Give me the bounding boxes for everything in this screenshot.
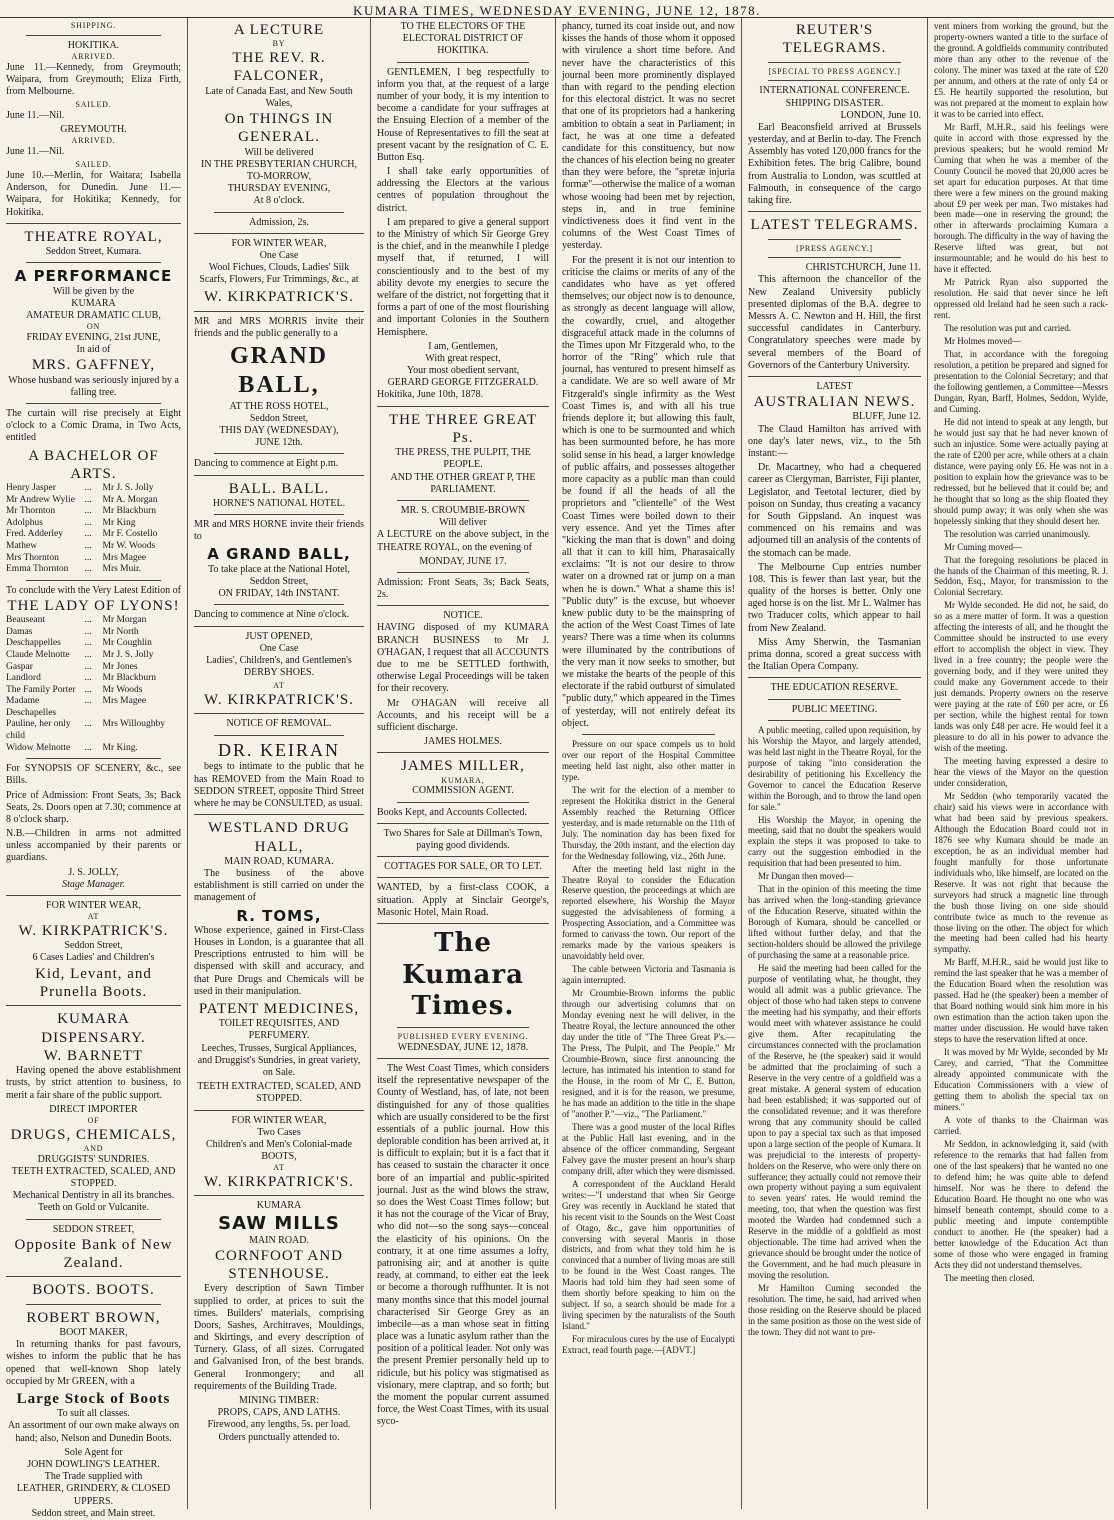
newspaper-nameplate: The Kumara Times. — [402, 927, 524, 1022]
curtain-text: The curtain will rise precisely at Eight o'clock to a Comic Drama, in Two Acts, entitled — [6, 407, 181, 444]
actor-name: Mr W. Woods — [102, 541, 156, 551]
role-name: Beauseant — [6, 615, 46, 626]
barnett-name: W. BARNETT — [43, 1047, 144, 1064]
keiran-name: DR. KEIRAN — [218, 739, 340, 760]
actor-name: Mrs Magee — [102, 696, 147, 707]
kid-boots-line: Kid, Levant, and Prunella Boots. — [35, 965, 152, 1000]
lecturer-origin: Late of Canada East, and New South Wales, — [205, 85, 353, 109]
dispensary-text: Having opened the above establishment trusts, by strict attention to business, to merit a fair share of the public support. — [6, 1065, 181, 1101]
address-line: Seddon street, and Main street. — [31, 1507, 156, 1519]
report-text: Mr Dungan then moved— — [758, 871, 854, 882]
cast-row — [6, 553, 181, 565]
cast-row — [6, 615, 181, 627]
saw-text: Every description of Sawn Timber supplied to order, at prices to suit the times. Builders' materials, comprising Doors, Sashes, Architraves, Mouldings, and Skirtings, and every description of Turnery. Glass, of all sizes. Corrugated and Galvanised Iron, of the best brands. General Ironmongery; and all requirements of the Building Trade. — [194, 1283, 364, 1392]
line: THIS DAY (WEDNESDAY), — [219, 425, 339, 437]
sailed-label: SAILED. — [75, 160, 112, 170]
dateline: Hokitika, June 10th, 1878. — [377, 389, 484, 401]
news-item: Pressure on our space compels us to hold over our report of the Hospital Committee meeting held last night, also other matter in type. — [562, 738, 735, 782]
column-6 — [928, 18, 1114, 1509]
notice-text: HAVING disposed of my KUMARA BRANCH BUSINESS to Mr J. O'HAGAN, I request that all ACCOUNTS due to me be SETTLED forthwith, otherwise Legal Proceedings will be taken for their recovery. — [377, 622, 549, 695]
editorial-continued: phancy, turned its coat inside out, and now kisses the hands of those whom it opposed with virulence a short time before. And never have the characteristics of this journal been more prominently displayed than with regard to the pending election for this electoral district. It was no secret that one of its proprietors had a hankering ambition to obtain a seat in Parliament; in fact, he was at one time a defeated candidate for this constituency, but now the chances of his election being no greater than they were before, the "spretæ injuria formæ"—otherwise the malice of a woman whose wooing had been met by rejection, steps in, and in true feminine vindictiveness does it find vent in the columns of the West Coast Times of yesterday. — [562, 21, 735, 252]
report-text: Mr Seddon, in acknowledging it, said (with reference to the remarks that had fallen from one of the last speakers) that he wanted no one to defend him; he was quite able to defend himself. Nor was he there to defend the Education Board. He thought no one who was himself beneath contempt, should come to a public meeting and impute contemptible conduct to another. He (the speaker) had a better knowledge of the Education Act than some of those who were engaged in framing Acts they did not understand themselves. — [934, 1138, 1108, 1270]
drug-hall-heading: WESTLAND DRUG HALL, — [208, 820, 350, 855]
dentistry-line: Mechanical Dentistry in all its branches. Teeth on Gold or Vulcanite. — [12, 1190, 175, 1214]
ball-heading: BALL. BALL. — [228, 480, 330, 497]
morris-invite: MR and MRS MORRIS invite their friends and the public generally to a — [194, 315, 364, 339]
issue-date: WEDNESDAY, JUNE 12, 1878. — [397, 1041, 529, 1053]
nb-note: N.B.—Children in arms not admitted unless accompanied by their parents or guardians. — [6, 828, 181, 864]
report-text: A public meeting, called upon requisition, by his Worship the Mayor, and largely attended, was held last night in the Theatre Royal, for the purpose of taking "into consideration the desirability of petitioning his Excellency the Governor to cancel the Education Reserve within the Borough, and to throw the land open for sale." — [748, 724, 921, 812]
line: LATEST — [816, 380, 853, 392]
perf-line: Whose husband was seriously injured by a falling tree. — [8, 374, 179, 398]
telegram-text: This afternoon the chancellor of the New Zealand University publicly presented diplomas of the B.A. degree to Messrs A. C. Newton and H. Hill, the first successful candidates in Canterbury. Congratulatory speeches were made by several members of the Board of Governors of the Canterbury University. — [748, 274, 921, 371]
kirkpatrick-name: W. KIRKPATRICK'S. — [204, 1174, 354, 1191]
letter-paragraph: I am prepared to give a general support to the Ministry of which Sir George Grey is the chief, and in the meanwhile I pledge myself that, if returned, I will conscientiously and to the best of my ability devote my energies to secure the welfare of the district, not forgetting that it forms a part of one of the most flourishing and important Colonies in the Southern Hemisphere. — [377, 216, 549, 338]
actor-name: Mr Jones — [102, 661, 138, 672]
cast-row — [6, 662, 181, 674]
line: Your most obedient servant, — [406, 365, 520, 377]
line: PUBLISHED EVERY EVENING. — [397, 1032, 529, 1042]
actor-name: Mrs Muir. — [102, 564, 142, 575]
telegram-text: Earl Beaconsfield arrived at Brussels yesterday, and at Berlin to-day. The French Assembly has voted 120,000 francs for the Exhibition fetes. The brig Calibre, bound from Australia to London, was scuttled at Falmouth, in consequence of the cargo taking fire. — [748, 121, 921, 207]
line: BOOTS, — [261, 1151, 297, 1163]
actor-name: Mr Blackburn — [102, 673, 157, 684]
derby-line: Ladies', Children's, and Gentlemen's DERBY SHOES. — [206, 654, 352, 679]
line: At 8 o'clock. — [253, 195, 305, 207]
actor-name: Mr King — [102, 517, 136, 528]
arrived-label: ARRIVED. — [71, 51, 116, 61]
leather-line: LEATHER, GRINDERY, & CLOSED UPPERS. — [16, 1483, 171, 1507]
report-text: The meeting then closed. — [944, 1272, 1035, 1283]
perf-line: In aid of — [76, 344, 111, 356]
line: One Case — [259, 249, 299, 261]
line: KUMARA, — [441, 775, 485, 785]
lecturer-name: MR. S. CROUMBIE-BROWN — [400, 504, 526, 516]
dots: ... — [84, 742, 92, 753]
at-label: AT — [273, 1163, 285, 1173]
line: MINING TIMBER: — [238, 1395, 320, 1406]
cottages-line: COTTAGES FOR SALE, OR TO LET. — [384, 861, 542, 873]
wanted-ad: WANTED, by a first-class COOK, a situation. Apply at Sinclair George's, Masonic Hotel, Main Road. — [377, 882, 549, 918]
hokitika-arrivals: June 11.—Kennedy, from Greymouth; Waipara, from Greymouth; Eliza Firth, from Melbourne. — [6, 61, 181, 98]
line: MONDAY, JUNE 17. — [419, 555, 507, 567]
address-line: MAIN ROAD, KUMARA. — [224, 855, 334, 867]
cast-row — [6, 719, 181, 742]
report-text: The meeting having expressed a desire to hear the views of the Mayor on the question under consideration, — [934, 755, 1108, 788]
role-name: Pauline, her only child — [6, 719, 71, 741]
dowling-line: JOHN DOWLING'S LEATHER. — [27, 1458, 160, 1470]
line: Books Kept, and Accounts Collected. — [377, 806, 527, 818]
role-name: Emma Thornton — [6, 564, 69, 575]
grand-ball-heading: GRAND BALL, — [230, 343, 328, 399]
agent-line: Sole Agent for — [64, 1446, 123, 1458]
role-name: Gaspar — [6, 661, 33, 672]
line: With great respect, — [425, 352, 501, 364]
role-name: Claude Melnotte — [6, 649, 70, 660]
dots: ... — [84, 626, 92, 637]
report-text: Mr Hamilton Cuming seconded the resolution. The time, he said, had arrived when those residing on the Reserve should be placed in the same position as those on the west side of the town. They did not want to pre- — [748, 1283, 921, 1338]
actor-name: Mrs Magee — [102, 552, 147, 563]
cast-row — [6, 650, 181, 662]
notice-text: Mr O'HAGAN will receive all Accounts, and his receipt will be a sufficient discharge. — [377, 697, 549, 733]
line: Will be delivered — [244, 146, 314, 158]
column-1 — [0, 18, 188, 1519]
sundries-line: DRUGGISTS' SUNDRIES. — [37, 1153, 150, 1165]
news-item: A correspondent of the Auckland Herald writes:—"I understand that when Sir George Grey was recently in Auckland he stated that his recent visit to the Sounds on the West Coast of Otago, &c., gave him opportunities of conversing with several Maoris in those districts, and from what they told him he is convinced that a number of living moas are still to be found in the West Coast ranges. The Maoris had told him they had seen some of them shortly before speaking to him on the subject. If so, a search should be made for a living specimen by the naturalists of the South Island." — [562, 1178, 735, 1332]
dots: ... — [84, 552, 92, 563]
report-text: Mr Seddon (who temporarily vacated the chair) said his views were in accordance with what had been said by previous speakers. Although the Education Board could not in 1876 see why Kumara should be made an exception, he as an individual member had fought manfully for those unfortunate individuals who, like himself, are located on the Reserve. It was not right that because the surveyors had struck a magnetic line through the bush those living on one side should contribute twice as much to the revenue as those living on the other. The object for which the meeting had been called had his hearty sympathy. — [934, 790, 1108, 955]
role-name: Mrs Thornton — [6, 552, 59, 563]
report-text: He did not intend to speak at any length, but he would just say that he had never known of such an injustice. Some were actually paying at the rate of £200 per acre, while others at a chain distance, were paying only £6. He was not in a position to explain how the grievance was to be redressed, but he believed that it could be; and he thought that so long as the ship floated they should pump away; it was only when she was hopelessly sinking that they should desert her. — [934, 416, 1108, 526]
saw-mills-heading: SAW MILLS — [218, 1212, 340, 1234]
performance-heading: A PERFORMANCE — [14, 267, 173, 286]
dots: ... — [84, 649, 92, 660]
teeth-line: TEETH EXTRACTED, SCALED, AND STOPPED. — [11, 1165, 176, 1190]
dancing-line: Dancing to commence at Eight p.m. — [194, 458, 339, 470]
three-ps-heading: THE THREE GREAT Ps. — [388, 411, 538, 446]
line: AND THE OTHER GREAT P, THE PARLIAMENT. — [390, 471, 536, 495]
line: TOILET REQUISITES, AND PERFUMERY. — [218, 1018, 340, 1042]
line: Two Cases — [257, 1126, 301, 1138]
dots: ... — [84, 719, 92, 730]
line: MAIN ROAD. — [249, 1234, 309, 1246]
signature-name: JAMES HOLMES. — [424, 736, 502, 748]
venue-line: IN THE PRESBYTERIAN CHURCH, — [201, 158, 357, 170]
drugs-heading: DRUGS, CHEMICALS, — [10, 1126, 177, 1143]
manager-name: J. S. JOLLY, — [68, 866, 119, 878]
role-name: Landlord — [6, 673, 41, 684]
report-text: The resolution was carried unanimously. — [944, 528, 1091, 539]
actor-name: Mr J. S. Jolly — [102, 483, 154, 494]
role-name: Fred. Adderley — [6, 529, 63, 540]
importer-line: DIRECT IMPORTER — [49, 1103, 138, 1115]
line: One Case — [259, 642, 299, 654]
dateline: BLUFF, June 12. — [852, 411, 921, 423]
report-text: That the foregoing resolutions be placed in the hands of the Chairman of this meeting, R. J. Seddon, Esq., Mayor, for transmission to the Colonial Secretary. — [934, 554, 1108, 598]
column-5 — [742, 18, 928, 1509]
dateline: LONDON, June 10. — [840, 109, 921, 121]
perf-line: AMATEUR DRAMATIC CLUB, — [26, 309, 161, 321]
report-text: Mr Patrick Ryan also supported the resolution. He said that never since he left oppressed old Ireland had he seen such a rack-rent. — [934, 277, 1108, 321]
dots: ... — [84, 517, 92, 528]
column-3 — [371, 18, 556, 1509]
robert-text: In returning thanks for past favours, wishes to inform the public that he has opened that well-known Shop lately occupied by Mr GREEN, with a — [6, 1339, 181, 1387]
cast-row — [6, 541, 181, 553]
shares-line: Two Shares for Sale at Dillman's Town, paying good dividends. — [383, 827, 543, 851]
dots: ... — [84, 638, 92, 649]
actor-name: Mrs Willoughby — [102, 719, 166, 730]
bootmaker-title: BOOT MAKER, — [59, 1326, 128, 1338]
cast-row — [6, 495, 181, 507]
news-text: The Melbourne Cup entries number 108. This is fewer than last year, but the quality of the horses is better. Only one aged horse is on the list. Mr L. Walmer has two Traducer colts, which appear to hail from New Zealand. — [748, 561, 921, 634]
line: ON FRIDAY, 14th INSTANT. — [218, 588, 340, 600]
report-text: Mr Barff, M.H.R., said he would just like to remind the last speaker that he was a member of the Education Board when the resolution was passed. Had he (the speaker) been a member of that Board nothing would sink him more in his own estimation than the action taken upon the matter under discussion. He would have taken steps to have the reservation lifted at once. — [934, 957, 1108, 1045]
perf-line: KUMARA — [71, 297, 116, 309]
kirkpatrick-name: W. KIRKPATRICK'S. — [18, 922, 169, 939]
report-text: That in the opinion of this meeting the time has arrived when the long-standing grievance of the Education Reserve, situated within the Borough of Kumara, should be cancelled or lifted without further delay, and that the section-holders should be allowed the privilege of purchasing the same at a reasonable price. — [748, 884, 921, 961]
of-label: OF — [87, 1115, 100, 1125]
cast-row — [6, 743, 181, 755]
removal-heading: NOTICE OF REMOVAL. — [226, 718, 332, 730]
line: THE PRESS, THE PULPIT, THE PEOPLE. — [395, 447, 531, 471]
just-opened: JUST OPENED, — [245, 630, 313, 642]
news-item: The cable between Victoria and Tasmania is again interrupted. — [562, 964, 735, 986]
news-item: After the meeting held last night in the Theatre Royal to consider the Education Reserve question, the proceedings at which are reported elsewhere, his Worship the Mayor suggested the advisableness of forming a Prospecting Association, and a Committee was formed to canvass the town. Our report of the remarks made by the various speakers is unavoidably held over. — [562, 863, 735, 962]
perf-line: Will be given by the — [52, 285, 135, 297]
line: TO-MORROW, — [246, 170, 312, 182]
dots: ... — [84, 529, 92, 540]
hotel-line: HORNE'S NATIONAL HOTEL. — [212, 497, 346, 509]
kumara-line: KUMARA — [256, 1200, 302, 1212]
miller-name: JAMES MILLER, — [401, 758, 525, 775]
opposite-bank: Opposite Bank of New Zealand. — [14, 1236, 173, 1272]
suit-line: To suit all classes. — [57, 1408, 130, 1420]
line: JUNE 12th. — [255, 437, 303, 449]
hokitika-sailed: June 11.—Nil. — [6, 110, 65, 121]
role-name: Mathew — [6, 541, 38, 551]
synopsis-note: For SYNOPSIS OF SCENERY, &c., see Bills. — [6, 763, 181, 787]
line: Firewood, any lengths, 5s. per load. — [207, 1419, 351, 1431]
role-name: Henry Jasper — [6, 483, 56, 494]
admission-prices: Price of Admission: Front Seats, 3s; Back Seats, 2s. Doors open at 7.30; commence at 8 o'clock sharp. — [6, 789, 181, 825]
masthead: KUMARA TIMES, WEDNESDAY EVENING, JUNE 12, 1878. — [0, 0, 1114, 18]
kirkpatrick-name: W. KIRKPATRICK'S. — [204, 692, 354, 709]
report-text: The resolution was put and carried. — [944, 323, 1071, 334]
horne-invite: MR and MRS HORNE invite their friends to — [194, 519, 364, 543]
report-text: It was moved by Mr Wylde, seconded by Mr Carey, and carried, "That the Committee already appointed communicate with the Education Commissioners with a view of getting them to abolish the special tax on miners." — [934, 1047, 1108, 1112]
news-item: The writ for the election of a member to represent the Hokitika district in the General Assembly reached the Returning Officer yesterday, and is made returnable on the 11th of July. The nomination day has been fixed for Thursday, the 20th instant, and the election day for the Wednesday following, viz., 26th June. — [562, 784, 735, 861]
report-text: Mr Barff, M.H.R., said his feelings were quite in accord with those expressed by the previous speakers; but he would remind Mr Cuming that when he was a member of the County Council he moved that 20,000 acres be set apart for education purposes. At that time there were a few miners on the ground making about £9 per week per man. Two mistakes had been made—one in reserving the ground; the other in afterwards proclaiming Kumara a borough. The difficulty in the way of having the Reserve lifted was great, but not insurmountable; and he would do his best to have it effected. — [934, 121, 1108, 275]
address-line: Seddon Street, — [64, 940, 123, 952]
boots-heading: BOOTS. BOOTS. — [32, 1282, 155, 1299]
sailed-label: SAILED. — [75, 100, 112, 110]
role-name: Widow Melnotte — [6, 742, 71, 753]
line: Will deliver — [439, 517, 487, 529]
cast-row — [6, 696, 181, 719]
line: [PRESS AGENCY.] — [796, 243, 873, 253]
role-name: Mr Andrew Wylie — [6, 494, 75, 505]
cases-line: 6 Cases Ladies' and Children's — [32, 952, 155, 964]
theatre-royal-heading: THEATRE ROYAL, — [24, 228, 163, 245]
cast-row — [6, 564, 181, 576]
news-item: For miraculous cures by the use of Eucalypti Extract, read fourth page.—[ADVT.] — [562, 1334, 735, 1356]
news-text: Dr. Macartney, who had a chequered career as Clergyman, Barrister, Fiji planter, Legislator, and Teetotal lecturer, died by poison on Sunday, thus creating a vacancy for South Gippsland. An inquest was commenced on his remains and was adjourned till an analysis of the contents of the stomach can be made. — [748, 462, 921, 559]
cast-row — [6, 529, 181, 541]
column-2 — [188, 18, 371, 1509]
robert-brown-name: ROBERT BROWN, — [26, 1309, 161, 1326]
line: PUBLIC MEETING. — [791, 703, 878, 715]
dots: ... — [84, 615, 92, 626]
wool-line: Wool Fichues, Clouds, Ladies' Silk Scarfs, Flowers, Fur Trimmings, &c., at — [199, 262, 359, 286]
seddon-street: SEDDON STREET, — [52, 1223, 135, 1235]
actor-name: Mr King. — [102, 742, 138, 753]
dots: ... — [84, 506, 92, 517]
signature-name: GERARD GEORGE FITZGERALD. — [387, 377, 539, 389]
greymouth-arrivals: June 11.—Nil. — [6, 146, 65, 158]
news-text: Miss Amy Sherwin, the Tasmanian prima donna, scored a great success with the Italian Opera Company. — [748, 636, 921, 673]
dots: ... — [84, 541, 92, 551]
actor-name: Mr Coughlin — [102, 638, 152, 649]
role-name: Damas — [6, 626, 33, 637]
cornfoot-heading: CORNFOOT AND STENHOUSE. — [215, 1247, 343, 1283]
actor-name: Mr J. S. Jolly — [102, 649, 154, 660]
beneficiary-name: MRS. GAFFNEY, — [31, 357, 156, 374]
dots: ... — [84, 483, 92, 494]
cast-list-2 — [6, 615, 181, 754]
cast-row — [6, 627, 181, 639]
report-text: Mr Holmes moved— — [944, 336, 1021, 347]
dots: ... — [84, 684, 92, 695]
and-label: AND — [83, 1143, 104, 1153]
arrived-label: ARRIVED. — [71, 136, 116, 146]
keiran-text: begs to intimate to the public that he has REMOVED from the Main Road to SEDDON STREET, opposite Third Street where he may be CONSULTED, as usual. — [194, 761, 364, 810]
line: Children's and Men's Colonial-made — [205, 1138, 353, 1150]
report-text: vent miners from working the ground, but the property-owners wanted a title to the surface of the ground. A goldfields community contributed more than any other to the revenue of the colony. The miner was taxed at the rate of £20 per annum, and others at the rate of only £4 or £5. He heartily supported the resolution, but was not prepared at the moment to explain how it was to be carried into effect. — [934, 21, 1108, 119]
line: COMMISSION AGENT. — [412, 785, 514, 797]
report-text: He said the meeting had been called for the purpose of ventilating what, he thought, they would all admit was a public grievance. The object of those who had taken steps to convene the meeting had his sympathy, and their efforts would meet with whatever assistance he could give them. After recapitulating the circumstances connected with the proclamation of the Reserve, he (the speaker) said it would be admitted that the proclaiming of such a Reserve in the very centre of a goldfield was a great mistake. A general system of education had been established; it was supported out of the consolidated revenue; and it was therefore wrong that any community should be called upon to pay a special tax such as that imposed upon a large section of the people of Kumara. It was prejudicial to the interests of property-holders on the Reserve, who were only there on sufferance; they actually could not remove their own property without paying a sum equivalent to seven years' rates. He would remind the meeting, too, that when the question was first mooted the Warden had condemned such a Reserve in the middle of a goldfield as most objectionable. The time had arrived when the grievance should be brought under the notice of the Government, and he had much pleasure in moving the resolution. — [748, 963, 921, 1281]
winter-wear-heading: FOR WINTER WEAR, — [46, 900, 141, 912]
leeches-line: Leeches, Trusses, Surgical Appliances, and Druggist's Sundries, in great variety, on Sale. — [197, 1042, 361, 1079]
australian-news-heading: AUSTRALIAN NEWS. — [753, 394, 916, 411]
at-label: AT — [87, 912, 100, 922]
toms-text: Whose experience, gained in First-Class Houses in London, is a guarantee that all Prescriptions entrusted to him will be dispensed with skill and accuracy, and that Pure Drugs and Chemicals will be used in their manipulation. — [194, 924, 364, 997]
admission-line: Admission: Front Seats, 3s; Back Seats, 2s. — [377, 576, 549, 601]
column-4 — [556, 18, 742, 1509]
line: Seddon Street, — [249, 412, 309, 424]
venue-line: AT THE ROSS HOTEL, — [229, 400, 329, 412]
electors-heading: TO THE ELECTORS OF THE ELECTORAL DISTRICT OF HOKITIKA. — [400, 21, 526, 57]
dots: ... — [84, 696, 92, 707]
actor-name: Mr Morgan — [102, 615, 147, 626]
grand-ball-heading-2: A GRAND BALL, — [207, 545, 351, 564]
large-stock: Large Stock of Boots — [16, 1390, 171, 1407]
report-text: A vote of thanks to the Chairman was carried. — [934, 1114, 1108, 1136]
role-name: The Family Porter — [6, 684, 76, 695]
line: I am, Gentlemen, — [428, 340, 498, 352]
dots: ... — [84, 661, 92, 672]
news-text: The Claud Hamilton has arrived with one day's later news, viz., to the 5th instant:— — [748, 423, 921, 459]
conclude-text: To conclude with the Very Latest Edition of — [6, 584, 181, 596]
manager-title: Stage Manager. — [62, 878, 125, 890]
drug-text: The business of the above establishment is still carried on under the management of — [194, 868, 364, 904]
latest-telegrams-heading: LATEST TELEGRAMS. — [750, 217, 919, 234]
lecture-title: On THINGS IN GENERAL. — [224, 111, 334, 146]
line: THURSDAY EVENING, — [227, 183, 331, 195]
role-name: Adolphus — [6, 517, 43, 528]
trade-line: The Trade supplied with — [44, 1471, 143, 1483]
perf-date: FRIDAY EVENING, 21st JUNE, — [26, 331, 161, 343]
dateline: CHRISTCHURCH, June 11. — [805, 262, 921, 274]
winter-wear-heading: FOR WINTER WEAR, — [231, 1114, 327, 1126]
role-name: Mr Thornton — [6, 506, 56, 517]
teeth-line: TEETH EXTRACTED, SCALED, AND STOPPED. — [197, 1081, 361, 1105]
toms-name: R. TOMS, — [236, 906, 322, 925]
education-heading: THE EDUCATION RESERVE. — [770, 682, 899, 694]
cast-row — [6, 506, 181, 518]
cast-row — [6, 518, 181, 530]
greymouth-heading: GREYMOUTH. — [60, 124, 127, 136]
shipping-heading: SHIPPING. — [70, 21, 117, 30]
dots: ... — [84, 494, 92, 505]
assortment-line: An assortment of our own make always on hand; also, Nelson and Dunedin Boots. — [7, 1420, 180, 1444]
lecturer-name: THE REV. R. FALCONER, — [232, 50, 326, 85]
dancing-line: Dancing to commence at Nine o'clock. — [194, 609, 350, 621]
venue-line: To take place at the National Hotel, Seddon Street, — [208, 563, 350, 587]
line: SHIPPING DISASTER. — [785, 97, 884, 109]
actor-name: Mr Blackburn — [102, 506, 157, 517]
dots: ... — [84, 564, 92, 575]
role-name: Madame Deschapelles — [6, 696, 57, 718]
line: PROPS, CAPS, AND LATHS. — [217, 1407, 341, 1419]
report-text: His Worship the Mayor, in opening the meeting, said that no doubt the speakers would explain the steps it was proposed to take to carry out the suggestion embodied in the requisition that had been presented to him. — [748, 814, 921, 869]
kirkpatrick-name: W. KIRKPATRICK'S. — [204, 289, 354, 306]
at-label: AT — [273, 681, 285, 691]
patent-heading: PATENT MEDICINES, — [198, 1000, 360, 1017]
perf-line: ON — [86, 322, 101, 332]
editorial-text: The West Coast Times, which considers itself the representative newspaper of the County of Westland, has, of late, not been distinguished for any of those qualities which are usually considered to be the first essentials of a public journal. How this deplorable condition has been arrived at, it is difficult to explain; but it is a fact that it has ceased to sustain the character it once bore of an impartial and public-spirited journal. Just as the wind blows the straw, so does the West Coast Times follow; but it has not the courage of the Vicar of Bray, who did not—so the song says—conceal the elasticity of his opinions. On the contrary, it at one time assumes a lofty, patronising air; and at another is quite ready, at command, to either eat the leek or become a thorough ruffhunter. It is not many months since that this model journal characterised Sir George Grey as an imbecile—as a man whose seat in fitting place was a lunatic asylum rather than the position of a political leader. Not only was the present Premier personally held up to ridicule, but his policy was stigmatised as visionary, mere claptrap, and so forth; but the moment the popular current assumed force, the West Coast Times, with its usual syco- — [377, 1062, 549, 1428]
actor-name: Mr F. Costello — [102, 529, 158, 540]
notice-heading: NOTICE. — [443, 610, 483, 622]
winter-wear-heading: FOR WINTER WEAR, — [231, 237, 327, 249]
cast-list-1 — [6, 483, 181, 576]
report-text: That, in accordance with the foregoing resolution, a petition be prepared and signed for presentation to the Colonial Secretary; and that the following gentlemen, a Committee—Messrs Dungan, Ryan, Barff, Holmes, Seddon, Wylde, and Cuming. — [934, 349, 1108, 414]
greymouth-sailed: June 10.—Merlin, for Waitara; Isabella Anderson, for Dunedin. June 11.—Waipara, for Hokitika; Kennedy, for Hokitika. — [6, 170, 181, 218]
line: [SPECIAL TO PRESS AGENCY.] — [768, 66, 901, 76]
theatre-address: Seddon Street, Kumara. — [45, 246, 142, 258]
dispensary-heading: KUMARA DISPENSARY. — [41, 1011, 146, 1046]
actor-name: Mr North — [102, 626, 139, 637]
editorial-continued: For the present it is not our intention to criticise the claims or merits of any of the candidates who have as yet offered themselves; our object now is to denounce, as strongly as decent language will allow, the cowardly, cruel, and altogether disgraceful attack made in the columns of the Times upon Mr Fitzgerald who, to the horror of the "Ring" which rule that journal, has ventured to present himself as a candidate. We are so well aware of Mr Fitzgerald's single infirmity as the West Coast Times is, and with all his true friends deplore it; but allowing this fault, which is one to be surmounted and which has been surmounted before, he has more solid sense in his head, a larger knowledge of public affairs, and possesses altogether more capacity as a public man than could be found if all the heads of all the proprietors and "clientelle" of the West Coast Times were boiled down to their very essence. And yet the Times after "kicking the man that is down" and doing all that it can to kill him, Pharasaically exclaims: "It is not our desire to throw water on a drowned rat or jump on a man when he is down." What a shame this is! "Public duty" is the excuse, but whoever knew public duty to be the mainspring of the action of the West Coast Times of late years? There was a time when its columns were illuminated by the contributions of the very man it now seeks to smother, but we mistake the hearts of the people of this electorate if the rabid outburst of simulated "public duty," which appeared in the Times of yesterday, will not entirely defeat its object. — [562, 254, 735, 729]
play-title-1: A BACHELOR OF ARTS. — [28, 447, 159, 482]
report-text: Mr Wylde seconded. He did not, he said, do so as a mere matter of form. It was a question affecting the interests of all, and he thought the Committee should be instructed to use every effort to accomplish the object in view. They lived in a free country; the people were the governing body, and if they were united they could make any Government accede to their just demands. Property owners on the reserve were paying at the rate of £60 per acre, or £6 per section, while the highest rental for town lands was only £48 per acre. He would feel it a pleasure to do all in his power to advance the wish of the meeting. — [934, 600, 1108, 753]
line: INTERNATIONAL CONFERENCE. — [759, 85, 910, 97]
cast-row — [6, 638, 181, 650]
newspaper-columns — [0, 18, 1114, 1519]
lecture-heading: A LECTURE — [233, 22, 325, 38]
lecture-text: A LECTURE on the above subject, in the THEATRE ROYAL, on the evening of — [377, 529, 549, 553]
news-item: Mr Croumbie-Brown informs the public through our advertising columns that on Monday evening next he will deliver, in the Theatre Royal, the lecture announced the other day under the title of "The Three Great P's.—The Press, The Pulpit, and The People." Mr Croumbie-Brown, since first announcing the lecture, has intimated his intention to stand for the House, in the room of Mr C. E. Button, resigned, and it is for the reason, we presume, he has made an addition to the title in the shape of "another P."—viz., "The Parliament." — [562, 988, 735, 1119]
hokitika-heading: HOKITIKA. — [67, 39, 120, 51]
line: Orders punctually attended to. — [218, 1431, 340, 1443]
cast-row — [6, 483, 181, 495]
report-text: Mr Cuming moved— — [944, 541, 1022, 552]
admission-line: Admission, 2s. — [249, 216, 309, 228]
cast-row — [6, 685, 181, 697]
letter-paragraph: I shall take early opportunities of addressing the Electors at the various centres of population throughout the district. — [377, 166, 549, 214]
play-title-2: THE LADY OF LYONS! — [7, 597, 180, 614]
cast-row — [6, 673, 181, 685]
dots: ... — [84, 673, 92, 684]
actor-name: Mr A. Morgan — [102, 494, 158, 505]
role-name: Deschappelles — [6, 638, 61, 649]
reuter-heading: REUTER'S TELEGRAMS. — [782, 22, 887, 57]
letter-paragraph: GENTLEMEN, I beg respectfully to inform you that, at the request of a large number of your body, it is my intention to become a candidate for your suffrages at the Ensuing Election of a member of the House of Representatives to fill the seat at present vacant by the resignation of C. E. Button Esq. — [377, 66, 549, 163]
news-item: There was a good muster of the local Rifles at the Public Hall last evening, and in the absence of the officer commanding, Sergeant Falvey gave the muster present an hour's sharp company drill, after which they were dismissed. — [562, 1121, 735, 1176]
actor-name: Mr Woods — [102, 684, 143, 695]
by-label: BY — [272, 39, 286, 49]
